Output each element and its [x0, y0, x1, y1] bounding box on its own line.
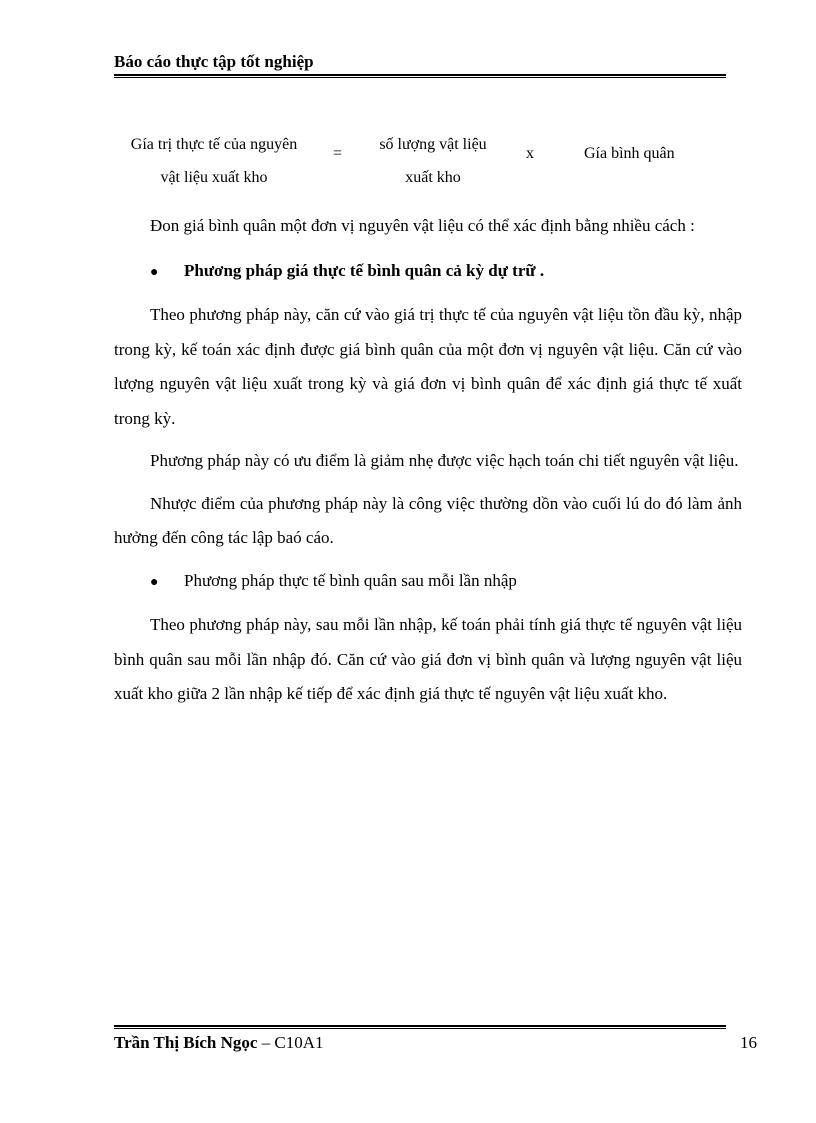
formula-lhs-line1: Gía trị thực tế của nguyên: [130, 136, 298, 153]
formula-qty-line2: xuất kho: [405, 169, 461, 186]
formula-times-sign: x: [526, 145, 534, 162]
class-code: – C10A1: [261, 1033, 324, 1052]
formula-average-price-term: Gía bình quân: [584, 145, 675, 162]
footer-divider: [114, 1025, 726, 1029]
author-name: Trần Thị Bích Ngọc: [114, 1033, 258, 1052]
bullet-dot-icon: ●: [150, 264, 159, 280]
page-header-title: Báo cáo thực tập tốt nghiệp: [114, 52, 314, 71]
formula-lhs-line2: vật liệu xuất kho: [160, 169, 268, 186]
price-formula: [0, 128, 816, 192]
paragraph-disadvantage: Nhược điểm của phương pháp này là công việc thường dồn vào cuối lú do đó làm ảnh hưởng đến công tác lập baó cáo.: [114, 493, 742, 547]
footer-author: [114, 1033, 324, 1053]
paragraph-moving-average-description: Theo phương pháp này, sau mỗi lần nhập, kế toán phải tính giá thực tế nguyên vật liệu bình quân sau mỗi lần nhập đó. Căn cứ vào giá đơn vị bình quân và lượng nguyên vật liệu xuất kho giữa 2 lần nhập kế tiếp để xác định giá thực tế nguyên vật liệu xuất kho.: [114, 615, 742, 703]
bullet-label: Phương pháp thực tế bình quân sau mỗi lần nhập: [184, 570, 517, 590]
header-divider: [114, 74, 726, 78]
document-body: [114, 209, 742, 720]
bullet-dot-icon: ●: [150, 574, 159, 590]
formula-quantity-term: [363, 128, 503, 194]
bullet-item-period-average: [114, 254, 742, 291]
intro-paragraph: Đon giá bình quân một đơn vị nguyên vật liệu có thể xác định bằng nhiều cách :: [150, 216, 695, 235]
formula-qty-line1: số lượng vật liệu: [379, 136, 487, 153]
paragraph-advantage: Phương pháp này có ưu điểm là giảm nhẹ được việc hạch toán chi tiết nguyên vật liệu.: [150, 451, 739, 470]
formula-equals-sign: =: [333, 145, 343, 162]
page-number: 16: [740, 1033, 757, 1052]
bullet-item-moving-average: [114, 564, 742, 601]
formula-actual-value-term: [112, 128, 316, 194]
bullet-label: Phương pháp giá thực tế bình quân cả kỳ dự trữ .: [184, 260, 545, 280]
paragraph-method-description: Theo phương pháp này, căn cứ vào giá trị thực tế của nguyên vật liệu tồn đầu kỳ, nhập trong kỳ, kế toán xác định được giá bình quân của một đơn vị nguyên vật liệu. Căn cứ vào lượng nguyên vật liệu xuất trong kỳ và giá đơn vị bình quân để xác định giá thực tế xuất trong kỳ.: [114, 305, 742, 428]
